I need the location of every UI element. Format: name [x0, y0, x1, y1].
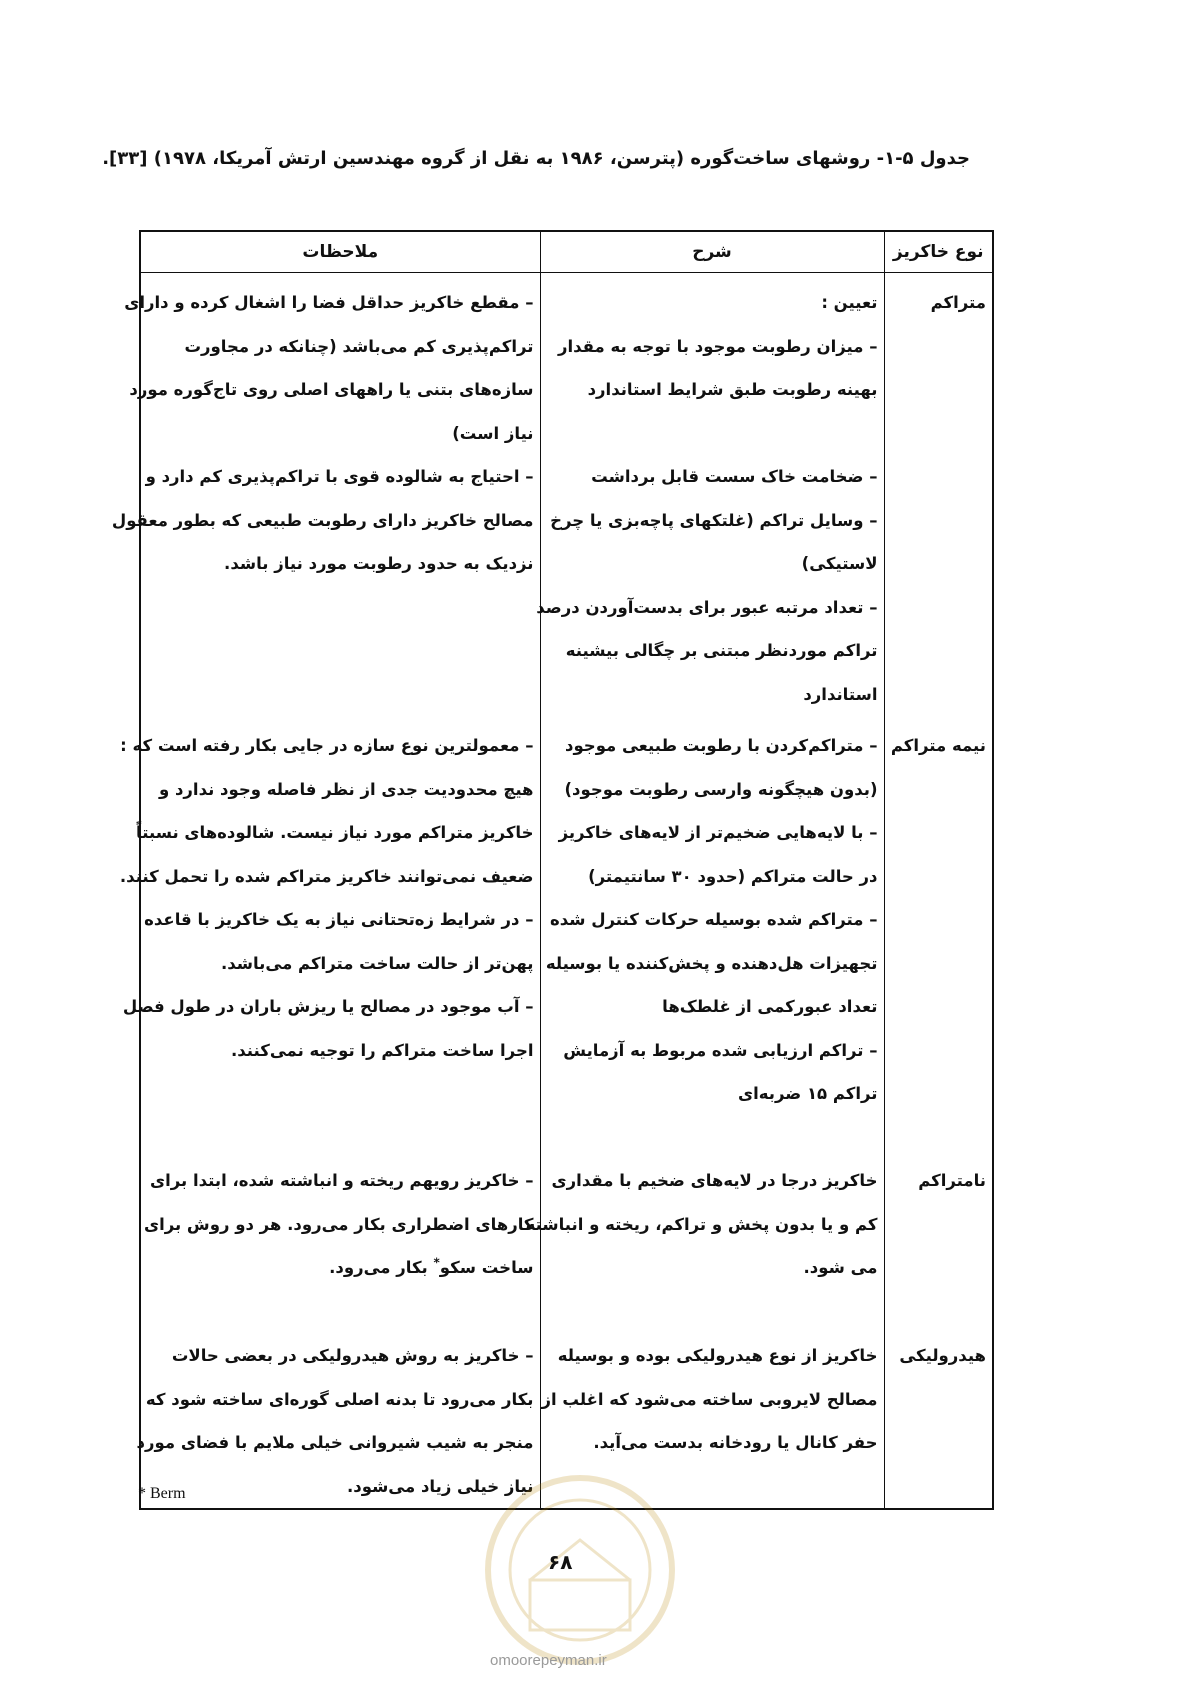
sharh-line: – وسایل تراکم (غلتکهای پاچه‌بزی یا چرخ	[550, 510, 878, 530]
sharh-line: – ضخامت خاک سست قابل برداشت	[591, 467, 878, 486]
notes-line: سازه‌های بتنی یا راههای اصلی روی تاج‌گوره مورد	[129, 380, 534, 399]
row-sharh	[536, 273, 884, 717]
notes-line: منجر به شیب شیروانی خیلی ملایم با فضای مورد	[136, 1433, 534, 1452]
row-notes	[111, 273, 540, 717]
sharh-line: بهینه رطوبت طبق شرایط استاندارد	[587, 380, 878, 399]
notes-line: هیچ محدودیت جدی از نظر فاصله وجود ندارد و	[158, 779, 534, 799]
notes-line: خاکریز متراکم مورد نیاز نیست. شالوده‌های نسبتاً	[136, 823, 534, 842]
notes-line: اجرا ساخت متراکم را توجیه نمی‌کنند.	[230, 1040, 534, 1060]
sharh-line: در حالت متراکم (حدود ۳۰ سانتیمتر)	[588, 866, 878, 886]
watermark-logo	[470, 1470, 690, 1670]
table-row	[140, 273, 993, 717]
row-notes	[119, 716, 540, 1151]
sharh-line: حفر کانال یا رودخانه بدست می‌آید.	[593, 1433, 878, 1452]
row-type: متراکم	[884, 273, 993, 717]
notes-line: تراکم‌پذیری کم می‌باشد (چنانکه در مجاورت	[184, 336, 534, 356]
sharh-line: استاندارد	[803, 684, 878, 704]
page-number: ۶۸	[548, 1550, 573, 1574]
sharh-line: تعداد عبورکمی از غلطک‌ها	[662, 997, 878, 1016]
spacer	[549, 412, 878, 456]
sharh-line: لاستیکی)	[801, 554, 878, 573]
notes-line: – آب موجود در مصالح یا ریزش باران در طول فصل	[122, 997, 534, 1016]
sharh-line: – متراکم‌کردن با رطوبت طبیعی موجود	[564, 736, 878, 755]
notes-line: ضعیف نمی‌توانند خاکریز متراکم شده را تحمل کنند.	[119, 866, 534, 886]
row-notes	[140, 1151, 540, 1326]
sharh-line: می شود.	[803, 1258, 878, 1277]
sharh-line: تراکم ۱۵ ضربه‌ای	[738, 1084, 878, 1103]
sharh-line: – تراکم ارزیابی شده مربوط به آزمایش	[563, 1040, 878, 1060]
construction-methods-table	[111, 230, 994, 1510]
table-header-row	[140, 231, 993, 273]
sharh-line: – متراکم شده بوسیله حرکات کنترل شده	[549, 910, 878, 929]
notes-line: – در شرایط زه‌تحتانی نیاز به یک خاکریز با قاعده	[144, 910, 534, 929]
sharh-line: خاکریز از نوع هیدرولیکی بوده و بوسیله	[557, 1346, 878, 1365]
footnote: * Berm	[138, 1485, 186, 1502]
footnote-marker: *	[433, 1255, 440, 1270]
row-type: هیدرولیکی	[884, 1326, 993, 1509]
row-type: نامتراکم	[884, 1151, 993, 1326]
table-caption: جدول ۵-۱- روشهای ساخت‌گوره (پترسن، ۱۹۸۶ به نقل از گروه مهندسین ارتش آمریکا، ۱۹۷۸) [۳۳].	[102, 148, 970, 169]
sharh-line: – با لایه‌هایی ضخیم‌تر از لایه‌های خاکریز	[558, 823, 878, 842]
table-row	[140, 716, 993, 1151]
notes-fragment: ساخت سکو	[439, 1258, 534, 1277]
sharh-line: خاکریز درجا در لایه‌های ضخیم با مقداری	[551, 1171, 878, 1190]
sharh-line: کم و یا بدون پخش و تراکم، ریخته و انباشته	[525, 1214, 878, 1234]
notes-line: – معمولترین نوع سازه در جایی بکار رفته است که :	[120, 736, 534, 755]
sharh-line: تجهیزات هل‌دهنده و پخش‌کننده یا بوسیله	[545, 953, 878, 973]
header-type: نوع خاکریز	[884, 231, 993, 273]
notes-line: کارهای اضطراری بکار می‌رود. هر دو روش برای	[143, 1214, 534, 1234]
notes-line: – خاکریز به روش هیدرولیکی در بعضی حالات	[171, 1346, 534, 1365]
table-row	[140, 1151, 993, 1326]
notes-line: – مقطع خاکریز حداقل فضا را اشغال کرده و دارای	[124, 293, 534, 312]
sharh-line: مصالح لایروبی ساخته می‌شود که اغلب از	[541, 1389, 878, 1409]
notes-line	[149, 1246, 534, 1290]
sharh-line: (بدون هیچگونه وارسی رطوبت موجود)	[564, 779, 878, 799]
notes-fragment: بکار می‌رود.	[329, 1258, 428, 1277]
row-sharh	[525, 1151, 884, 1326]
watermark-site: omoorepeyman.ir	[490, 1652, 607, 1669]
notes-line: – خاکریز رویهم ریخته و انباشته شده، ابتدا برای	[149, 1171, 534, 1190]
notes-line: پهن‌تر از حالت ساخت متراکم می‌باشد.	[220, 953, 534, 973]
header-notes: ملاحظات	[140, 231, 540, 273]
notes-line: نیاز است)	[452, 423, 534, 443]
notes-line: نیاز خیلی زیاد می‌شود.	[347, 1476, 534, 1496]
header-sharh: شرح	[540, 231, 884, 273]
row-sharh	[540, 716, 884, 1151]
notes-line: نزدیک به حدود رطوبت مورد نیاز باشد.	[224, 554, 534, 573]
sharh-line: – میزان رطوبت موجود با توجه به مقدار	[557, 336, 878, 356]
sharh-line: تعیین :	[821, 293, 878, 312]
row-type: نیمه متراکم	[884, 716, 993, 1151]
sharh-line: تراکم موردنظر مبتنی بر چگالی بیشینه	[565, 641, 878, 660]
sharh-line: – تعداد مرتبه عبور برای بدست‌آوردن درصد	[536, 597, 878, 617]
notes-line: – احتیاج به شالوده قوی با تراکم‌پذیری کم دارد و	[145, 467, 534, 486]
notes-line: بکار می‌رود تا بدنه اصلی گوره‌ای ساخته شود که	[145, 1389, 534, 1409]
notes-line: مصالح خاکریز دارای رطوبت طبیعی که بطور معقول	[111, 510, 534, 530]
